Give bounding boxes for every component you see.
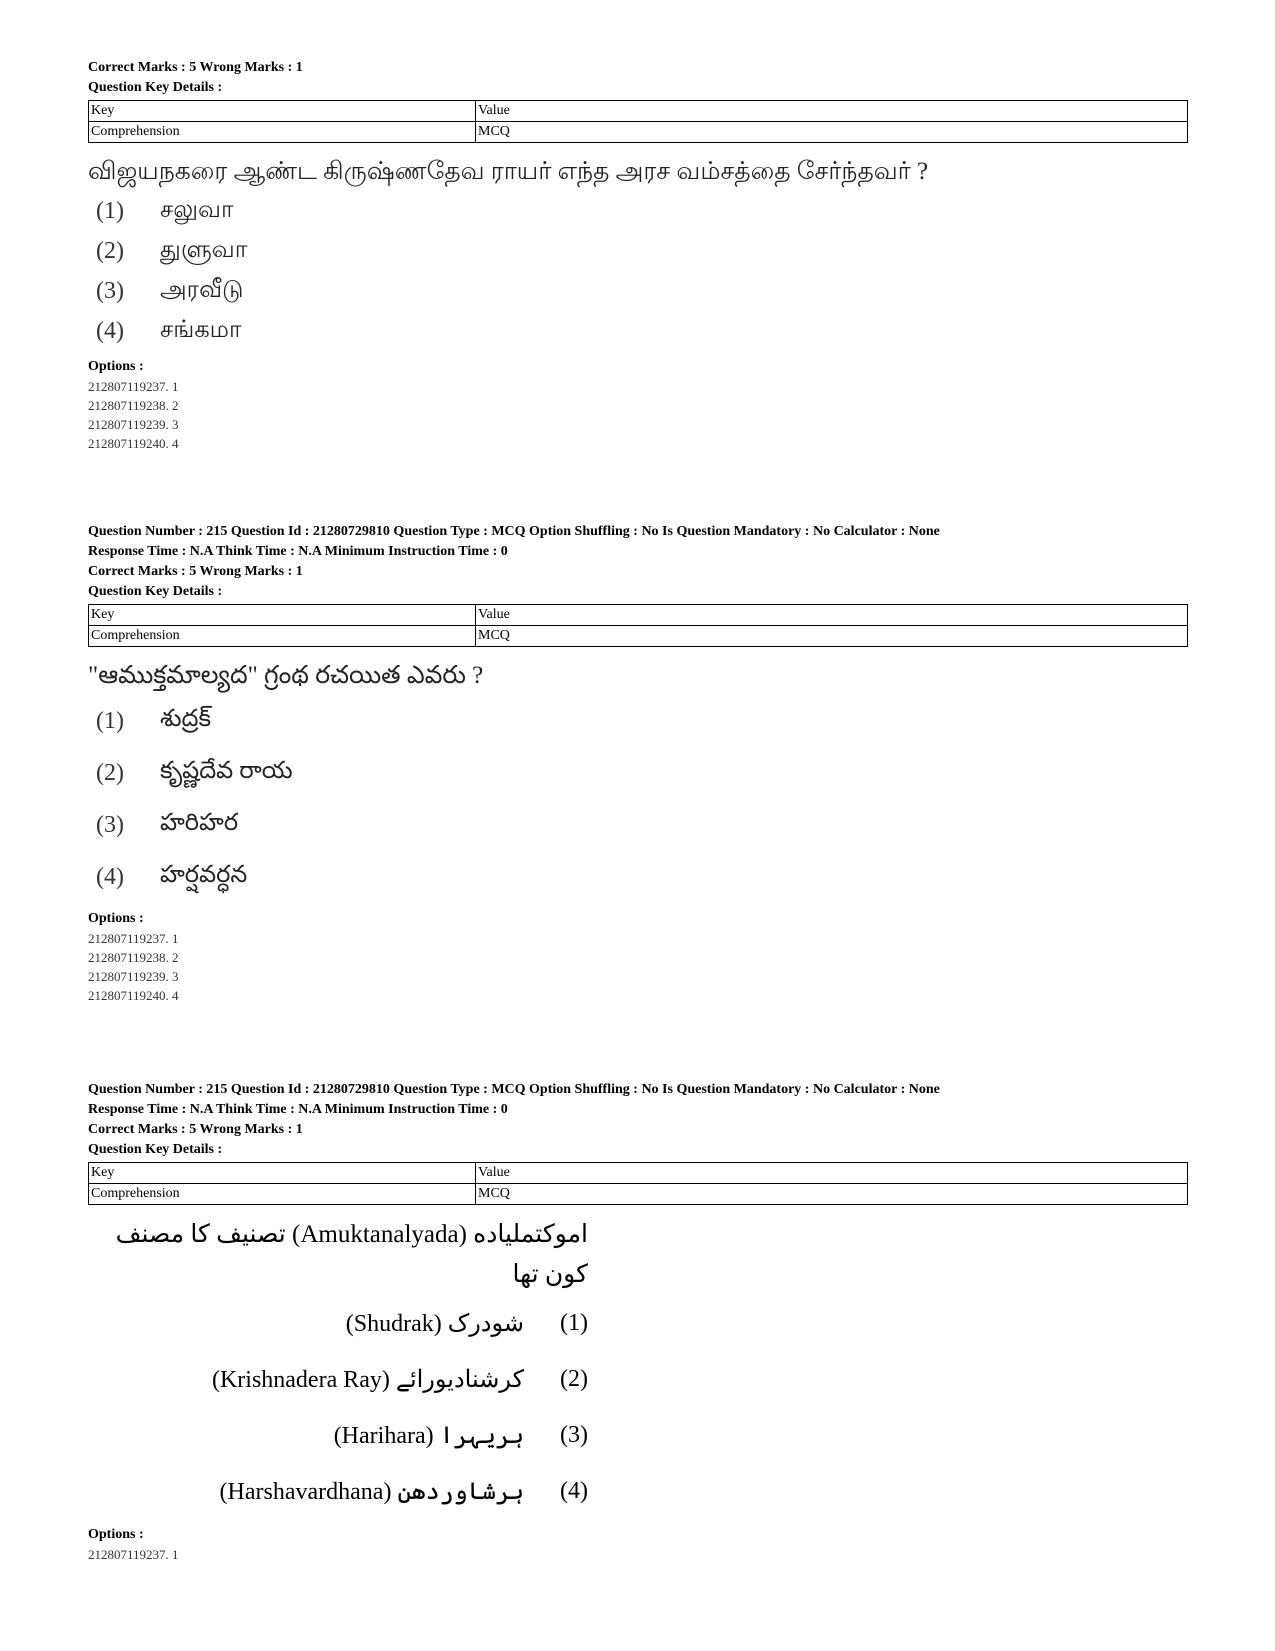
- key-details-label: Question Key Details :: [88, 584, 223, 599]
- option-number: (1): [560, 1309, 588, 1336]
- option-number: (2): [96, 237, 124, 264]
- option-1: [88, 695, 1188, 747]
- key-value-table: [88, 604, 1188, 647]
- marks-line: Correct Marks : 5 Wrong Marks : 1: [88, 60, 303, 75]
- option-text: சலுவா: [160, 196, 234, 223]
- question-text: اموکتملیاده (Amuktanalyada) تصنیف کا مصنف کون تھا: [115, 1221, 588, 1288]
- option-id-list: [88, 929, 1188, 1005]
- option-number: (1): [96, 197, 124, 224]
- option-text: కృష్ణదేవ రాయ: [160, 757, 293, 784]
- question-text: விஜயநகரை ஆண்ட கிருஷ்ணதேவ ராயர் எந்த அரச வம்சத்தை சேர்ந்தவர் ?: [88, 158, 929, 185]
- key-header: Key: [89, 605, 476, 626]
- option-2: [88, 1351, 588, 1407]
- value-header: Value: [476, 1163, 1188, 1184]
- option-id: 212807119240. 4: [88, 436, 179, 451]
- value-cell: MCQ: [476, 626, 1188, 647]
- option-1: [88, 191, 1188, 231]
- value-header: Value: [476, 605, 1188, 626]
- key-details-label: Question Key Details :: [88, 1142, 223, 1157]
- marks-line: Correct Marks : 5 Wrong Marks : 1: [88, 1122, 303, 1137]
- option-1: [88, 1295, 588, 1351]
- options-label: Options :: [88, 1527, 144, 1542]
- option-4: [88, 851, 1188, 903]
- option-4: [88, 311, 1188, 351]
- question-block-3: [88, 1080, 1188, 1564]
- key-value-table: [88, 100, 1188, 143]
- options-label: Options :: [88, 911, 144, 926]
- marks-line: Correct Marks : 5 Wrong Marks : 1: [88, 564, 303, 579]
- option-number: (3): [560, 1421, 588, 1448]
- option-number: (4): [96, 317, 124, 344]
- option-2: [88, 747, 1188, 799]
- option-2: [88, 231, 1188, 271]
- option-number: (4): [560, 1477, 588, 1504]
- option-id: 212807119237. 1: [88, 1547, 179, 1562]
- option-number: (3): [96, 811, 124, 838]
- option-id-list: [88, 1545, 1188, 1564]
- option-id: 212807119237. 1: [88, 931, 179, 946]
- question-text: "ఆముక్తమాల్యద" గ్రంథ రచయిత ఎవరు ?: [88, 662, 484, 689]
- option-text: (Krishnadera Ray) کرشنادیورائے: [211, 1366, 524, 1393]
- value-cell: MCQ: [476, 1184, 1188, 1205]
- option-text: சங்கமா: [160, 316, 242, 343]
- options-label: Options :: [88, 359, 144, 374]
- option-id: 212807119237. 1: [88, 379, 179, 394]
- question-header-line-2: Response Time : N.A Think Time : N.A Minimum Instruction Time : 0: [88, 544, 508, 559]
- option-number: (3): [96, 277, 124, 304]
- question-block-2: [88, 522, 1188, 1005]
- option-number: (1): [96, 707, 124, 734]
- option-text: துளுவா: [160, 236, 248, 263]
- value-cell: MCQ: [476, 122, 1188, 143]
- question-header-line-2: Response Time : N.A Think Time : N.A Minimum Instruction Time : 0: [88, 1102, 508, 1117]
- key-cell: Comprehension: [89, 1184, 476, 1205]
- option-text: அரவீடு: [160, 276, 244, 303]
- option-text: హరిహర: [160, 809, 239, 836]
- option-3: [88, 271, 1188, 311]
- option-number: (4): [96, 863, 124, 890]
- option-text: (Harihara) ہریہرا: [333, 1422, 524, 1449]
- option-text: హర్షవర్ధన: [160, 861, 248, 888]
- key-details-label: Question Key Details :: [88, 80, 223, 95]
- key-header: Key: [89, 1163, 476, 1184]
- option-text: (Harshavardhana) ہرشاوردھن: [219, 1478, 524, 1505]
- option-number: (2): [96, 759, 124, 786]
- question-header-line-1: Question Number : 215 Question Id : 21280729810 Question Type : MCQ Option Shuffling : No Is Question Mandatory : No Calculator : None: [88, 1082, 940, 1097]
- option-id-list: [88, 377, 1188, 453]
- option-3: [88, 1407, 588, 1463]
- option-3: [88, 799, 1188, 851]
- option-id: 212807119238. 2: [88, 950, 179, 965]
- option-id: 212807119239. 3: [88, 969, 179, 984]
- option-number: (2): [560, 1365, 588, 1392]
- option-id: 212807119238. 2: [88, 398, 179, 413]
- option-id: 212807119239. 3: [88, 417, 179, 432]
- option-id: 212807119240. 4: [88, 988, 179, 1003]
- key-cell: Comprehension: [89, 626, 476, 647]
- question-header-line-1: Question Number : 215 Question Id : 21280729810 Question Type : MCQ Option Shuffling : No Is Question Mandatory : No Calculator : None: [88, 524, 940, 539]
- value-header: Value: [476, 101, 1188, 122]
- option-text: (Shudrak) شودرک: [345, 1310, 524, 1337]
- key-cell: Comprehension: [89, 122, 476, 143]
- option-4: [88, 1463, 588, 1519]
- key-value-table: [88, 1162, 1188, 1205]
- option-text: శుద్రక్: [160, 705, 211, 732]
- key-header: Key: [89, 101, 476, 122]
- question-block-1: [88, 58, 1188, 453]
